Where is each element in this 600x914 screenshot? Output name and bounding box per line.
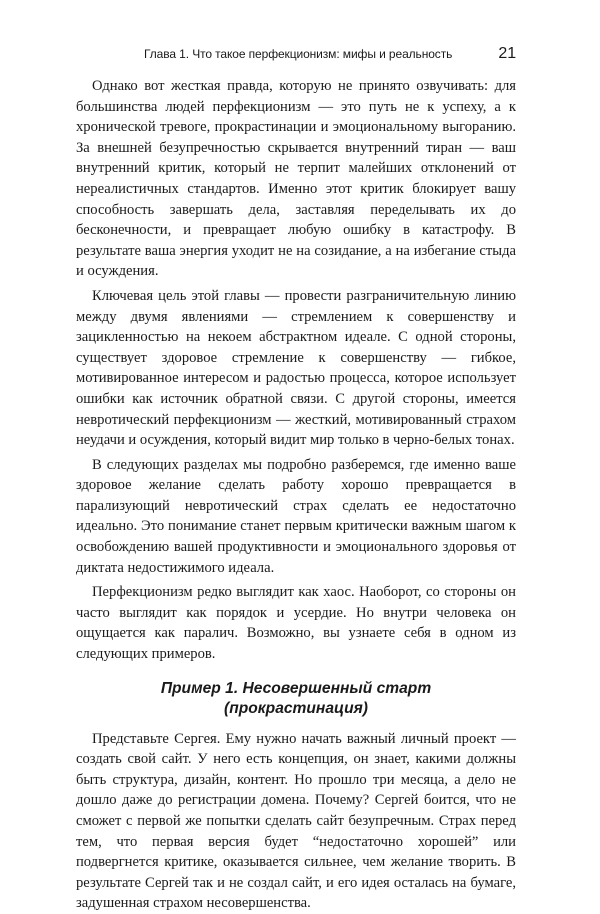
paragraph-hard-truth: Однако вот жесткая правда, которую не принято озвучивать: для большинства людей перфекционизм — это путь не к успеху, а к хронической тревоге, прокрастинации и эмоциональному выгоранию. За внешней безупречностью скрывается внутренний тиран — ваш внутренний критик, который не терпит малейших отклонений от нереалистичных стандартов. Именно этот критик блокирует вашу способность завершать дела, заставляя переделывать их до бесконечности, и превращает любую ошибку в катастрофу. В результате ваша энергия уходит не на созидание, а на избегание стыда и осуждения.: [76, 78, 516, 280]
paragraph-chapter-goal: Ключевая цель этой главы — провести разграничительную линию между двумя явлениями — стремлением к совершенству и зацикленностью на некоем абстрактном идеале. С одной стороны, существует здоровое стремление к совершенству — гибкое, мотивированное интересом и радостью процесса, которое использует ошибки как источник обратной связи. С другой стороны, имеется невротический перфекционизм — жесткий, мотивированный страхом неудачи и осуждения, который видит мир только в черно-белых тонах.: [76, 287, 516, 449]
page-number: 21: [498, 45, 516, 62]
chapter-title: Глава 1. Что такое перфекционизм: мифы и реальность: [144, 47, 453, 61]
section-heading: [76, 679, 516, 719]
paragraph-next-sections: В следующих разделах мы подробно разберемся, где именно ваше здоровое желание сделать работу хорошо превращается в парализующий невротический страх сделать ее недостаточно идеально. Это понимание станет первым критически важным шагом к освобождению вашей продуктивности и эмоционального здоровья от диктата недостижимого идеала.: [76, 456, 516, 576]
paragraph-example-sergey: Представьте Сергея. Ему нужно начать важный личный проект — создать свой сайт. У него есть концепция, он знает, какими должны быть структура, дизайн, контент. Но прошло три месяца, а дело не дошло даже до регистрации домена. Почему? Сергей боится, что не сможет с первой же попытки сделать сайт безупречным. Страх перед тем, что первая версия будет “недостаточно хорошей” или подвергнется критике, оказывается сильнее, чем желание творить. В результате Сергей так и не создал сайт, и его идея осталась на бумаге, задушенная страхом несовершенства.: [76, 730, 516, 912]
section-heading-line2: (прокрастинация): [224, 699, 368, 717]
section-heading-line1: Пример 1. Несовершенный старт: [160, 679, 432, 697]
paragraph-paralysis: Перфекционизм редко выглядит как хаос. Наоборот, со стороны он часто выглядит как порядок и усердие. Но внутри человека он ощущается как паралич. Возможно, вы узнаете себя в одном из следующих примеров.: [76, 584, 516, 663]
body-text: [76, 76, 516, 914]
running-header: [76, 45, 516, 63]
